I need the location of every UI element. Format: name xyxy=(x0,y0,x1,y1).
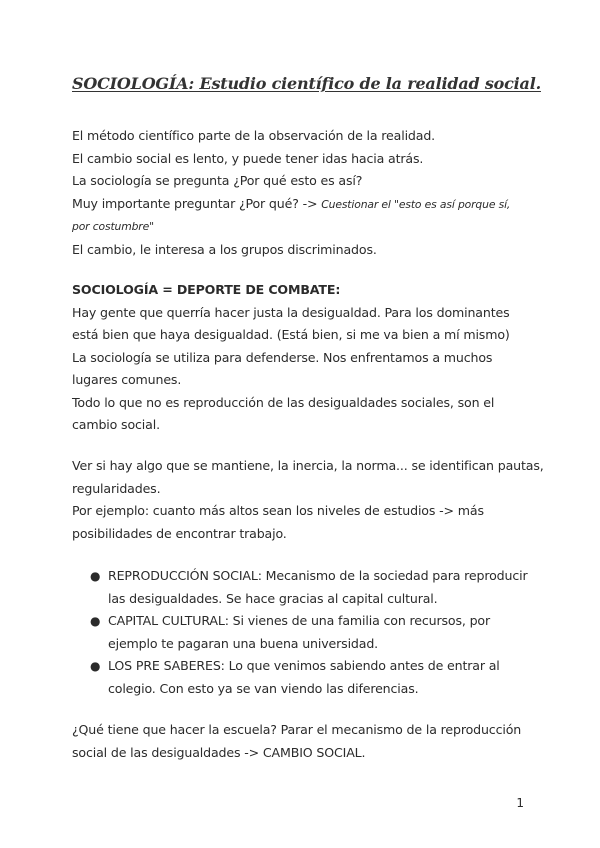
bullet-list xyxy=(90,565,540,700)
intro-italic-text: Cuestionar el "esto es así porque sí, xyxy=(321,197,511,211)
paragraph-line: regularidades. xyxy=(72,480,161,496)
paragraph-line: posibilidades de encontrar trabajo. xyxy=(72,525,287,541)
list-item-line: CAPITAL CULTURAL: Si vienes de una familia con recursos, por xyxy=(108,613,491,628)
closing-line: ¿Qué tiene que hacer la escuela? Parar el mecanismo de la reproducción xyxy=(72,722,522,737)
page-number: 1 xyxy=(516,796,524,810)
section-block xyxy=(72,279,532,437)
paragraph-line: Ver si hay algo que se mantiene, la inercia, la norma... se identifican pautas, xyxy=(72,458,544,473)
section-line: Hay gente que querría hacer justa la desigualdad. Para los dominantes xyxy=(72,304,510,320)
intro-line xyxy=(72,193,532,217)
paragraph-line: Por ejemplo: cuanto más altos sean los niveles de estudios -> más xyxy=(72,503,484,518)
list-item-line: las desigualdades. Se hace gracias al capital cultural. xyxy=(108,590,438,606)
page-title: SOCIOLOGÍA: Estudio científico de la realidad social. xyxy=(72,74,541,93)
list-item xyxy=(90,655,540,700)
intro-line: La sociología se pregunta ¿Por qué esto es así? xyxy=(72,173,363,188)
section-line: Todo lo que no es reproducción de las desigualdades sociales, son el xyxy=(72,394,495,410)
list-item-line: REPRODUCCIÓN SOCIAL: Mecanismo de la sociedad para reproducir xyxy=(108,568,528,583)
intro-line: El cambio, le interesa a los grupos discriminados. xyxy=(72,241,377,257)
bullet-icon: ● xyxy=(90,569,101,583)
intro-line: El cambio social es lento, y puede tener idas hacia atrás. xyxy=(72,150,424,166)
list-item xyxy=(90,610,540,655)
closing-block xyxy=(72,719,532,764)
list-item-line: colegio. Con esto ya se van viendo las diferencias. xyxy=(108,680,419,696)
intro-line-text: Muy importante preguntar ¿Por qué? -> xyxy=(72,195,318,211)
section-line: está bien que haya desigualdad. (Está bien, si me va bien a mí mismo) xyxy=(72,327,510,342)
bullet-icon: ● xyxy=(90,614,101,628)
intro-italic-continuation: por costumbre" xyxy=(72,220,154,233)
section-heading: SOCIOLOGÍA = DEPORTE DE COMBATE: xyxy=(72,282,341,297)
paragraph-block xyxy=(72,455,544,545)
section-line: lugares comunes. xyxy=(72,372,182,387)
list-item-line: LOS PRE SABERES: Lo que venimos sabiendo antes de entrar al xyxy=(108,658,500,673)
list-item xyxy=(90,565,540,610)
list-item-line: ejemplo te pagaran una buena universidad. xyxy=(108,635,379,651)
bullet-icon: ● xyxy=(90,659,101,673)
section-line: La sociología se utiliza para defenderse. Nos enfrentamos a muchos xyxy=(72,349,493,365)
section-line: cambio social. xyxy=(72,417,160,432)
intro-line: El método científico parte de la observación de la realidad. xyxy=(72,128,436,143)
intro-block xyxy=(72,125,532,261)
closing-line: social de las desigualdades -> CAMBIO SOCIAL. xyxy=(72,744,366,760)
